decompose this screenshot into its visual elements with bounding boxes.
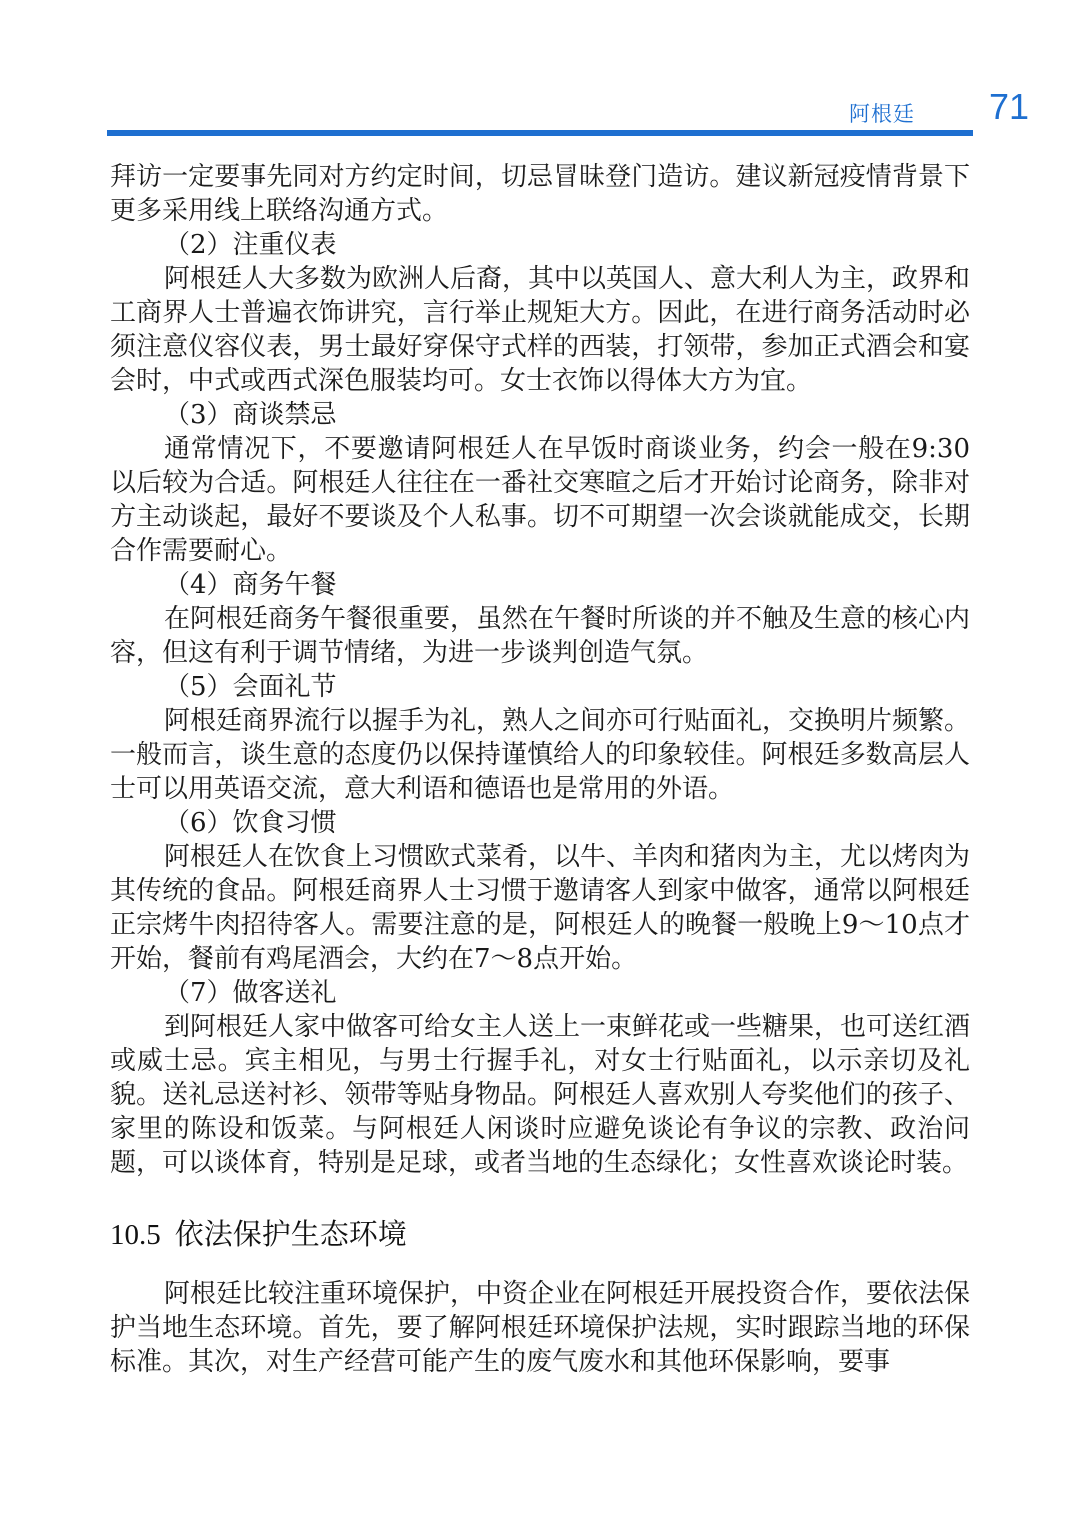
page-number: 71: [988, 86, 1029, 127]
paragraph-continued: 拜访一定要事先同对方约定时间，切忌冒昧登门造访。建议新冠疫情背景下更多采用线上联络沟通方式。: [110, 162, 970, 226]
page-content: [110, 160, 970, 1379]
section-paragraph: 阿根廷比较注重环境保护，中资企业在阿根廷开展投资合作，要依法保护当地生态环境。首先，要了解阿根廷环境保护法规，实时跟踪当地的环保标准。其次，对生产经营可能产生的废气废水和其他环保影响，要事: [110, 1279, 971, 1377]
running-header-title: 阿根廷: [849, 102, 915, 126]
paragraph-business-lunch: 在阿根廷商务午餐很重要，虽然在午餐时所谈的并不触及生意的核心内容，但这有利于调节情绪，为进一步谈判创造气氛。: [110, 604, 971, 668]
subheading-business-lunch: （4）商务午餐: [164, 570, 337, 600]
page-header: [107, 86, 1029, 132]
header-divider: [107, 130, 973, 136]
paragraph-appearance: 阿根廷人大多数为欧洲人后裔，其中以英国人、意大利人为主，政界和工商界人士普遍衣饰讲究，言行举止规矩大方。因此，在进行商务活动时必须注意仪容仪表，男士最好穿保守式样的西装，打领带，参加正式酒会和宴会时，中式或西式深色服装均可。女士衣饰以得体大方为宜。: [110, 264, 971, 396]
subheading-meeting-etiquette: （5）会面礼节: [164, 672, 337, 702]
subheading-dining-habits: （6）饮食习惯: [164, 808, 337, 838]
paragraph-taboos: 通常情况下，不要邀请阿根廷人在早饭时商谈业务，约会一般在9:30以后较为合适。阿根廷人往往在一番社交寒暄之后才开始讨论商务，除非对方主动谈起，最好不要谈及个人私事。切不可期望一次会谈就能成交，长期合作需要耐心。: [110, 434, 970, 566]
subheading-visiting-gifts: （7）做客送礼: [164, 978, 337, 1008]
section-heading: [110, 1214, 970, 1255]
section-title: 依法保护生态环境: [174, 1217, 407, 1251]
section-number: 10.5: [110, 1219, 161, 1251]
subheading-appearance: （2）注重仪表: [164, 230, 337, 260]
subheading-taboos: （3）商谈禁忌: [164, 400, 337, 430]
paragraph-dining-habits: 阿根廷人在饮食上习惯欧式菜肴，以牛、羊肉和猪肉为主，尤以烤肉为其传统的食品。阿根廷商界人士习惯于邀请客人到家中做客，通常以阿根廷正宗烤牛肉招待客人。需要注意的是，阿根廷人的晚餐一般晚上9～10点才开始，餐前有鸡尾酒会，大约在7～8点开始。: [110, 842, 971, 974]
paragraph-meeting-etiquette: 阿根廷商界流行以握手为礼，熟人之间亦可行贴面礼，交换明片频繁。一般而言，谈生意的态度仍以保持谨慎给人的印象较佳。阿根廷多数高层人士可以用英语交流，意大利语和德语也是常用的外语。: [110, 706, 971, 804]
paragraph-visiting-gifts: 到阿根廷人家中做客可给女主人送上一束鲜花或一些糖果，也可送红酒或威士忌。宾主相见，与男士行握手礼，对女士行贴面礼，以示亲切及礼貌。送礼忌送衬衫、领带等贴身物品。阿根廷人喜欢别人夸奖他们的孩子、家里的陈设和饭菜。与阿根廷人闲谈时应避免谈论有争议的宗教、政治问题，可以谈体育，特别是足球，或者当地的生态绿化；女性喜欢谈论时装。: [110, 1012, 971, 1178]
